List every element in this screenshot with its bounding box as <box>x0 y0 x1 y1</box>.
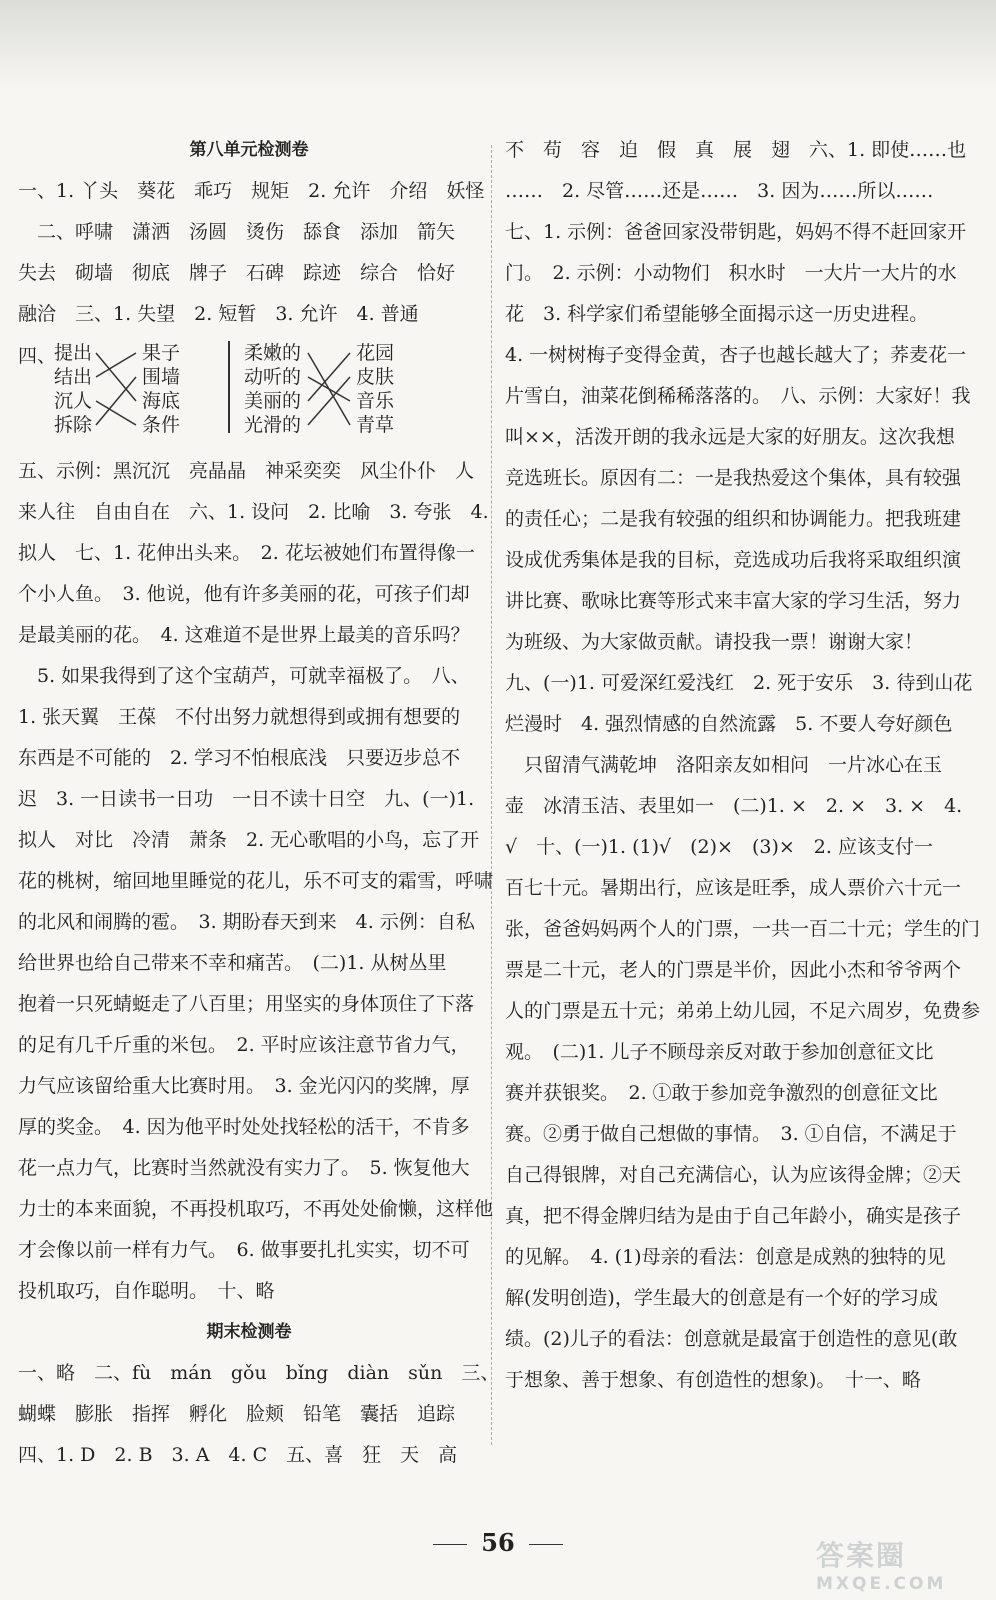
match-word: 花园 <box>356 342 395 364</box>
text-line: 壶 冰清玉洁、表里如一 (二)1. × 2. × 3. × 4. <box>505 795 963 817</box>
text-line: 的北风和闹腾的雹。 3. 期盼春天到来 4. 示例：自私 <box>18 911 475 933</box>
text-line: 才会像以前一样有力气。 6. 做事要扎扎实实，切不可 <box>18 1239 470 1261</box>
text-line: 赛。②勇于做自己想做的事情。 3. ①自信，不满足于 <box>505 1123 957 1145</box>
watermark-logo <box>816 1534 976 1596</box>
text-line: 失去 砌墙 彻底 牌子 石碑 踪迹 综合 恰好 <box>18 262 456 284</box>
text-line: √ 十、(一)1. (1)√ (2)× (3)× 2. 应该支付一 <box>505 836 933 858</box>
text-line: 七、1. 示例：爸爸回家没带钥匙，妈妈不得不赶回家开 <box>505 221 967 243</box>
text-line: 力士的本来面貌，不再投机取巧，不再处处偷懒，这样他 <box>18 1198 494 1220</box>
text-line: 投机取巧，自作聪明。 十、略 <box>18 1280 275 1302</box>
text-line: 四、1. D 2. B 3. A 4. C 五、喜 狂 天 高 <box>18 1444 458 1466</box>
text-line: 讲比赛、歌咏比赛等形式来丰富大家的学习生活，努力 <box>505 590 962 612</box>
watermark-bottom-text: MXQE.COM <box>816 1574 947 1594</box>
text-line: 门。 2. 示例：小动物们 积水时 一大片一大片的水 <box>505 262 957 284</box>
text-line: 迟 3. 一日读书一日功 一日不读十日空 九、(一)1. <box>18 788 475 810</box>
text-line: 个小人鱼。 3. 他说，他有许多美丽的花，可孩子们却 <box>18 583 470 605</box>
text-line: …… 2. 尽管……还是…… 3. 因为……所以…… <box>505 180 934 202</box>
text-line: 人的门票是五十元；弟弟上幼儿园，不足六周岁，免费参 <box>505 1000 981 1022</box>
text-line: 于想象、善于想象、有创造性的想象)。 十一、略 <box>505 1369 921 1391</box>
text-line: 东西是不可能的 2. 学习不怕根底浅 只要迈步总不 <box>18 747 461 769</box>
text-line: 花 3. 科学家们希望能够全面揭示这一历史进程。 <box>505 303 929 325</box>
match-line <box>96 401 136 425</box>
footer-dash <box>529 1544 563 1545</box>
text-line: 绩。(2)儿子的看法：创意就是最富于创造性的意见(敢 <box>505 1328 958 1350</box>
text-line: 真，把不得金牌归结为是由于自己年龄小，确实是孩子 <box>505 1205 962 1227</box>
match-word: 拆除 <box>54 414 93 436</box>
match-word: 结出 <box>54 366 93 388</box>
text-line: 设成优秀集体是我的目标，竞选成功后我将采取组织演 <box>505 549 962 571</box>
unit8-title: 第八单元检测卷 <box>189 140 309 160</box>
unit8-answers-a <box>18 171 485 335</box>
match-word: 沉人 <box>54 390 93 412</box>
match-word: 果子 <box>142 342 181 364</box>
match-line <box>308 353 350 401</box>
text-line: 抱着一只死蜻蜓走了八百里；用坚实的身体顶住了下落 <box>18 993 475 1015</box>
matching-label: 四、 <box>18 345 57 367</box>
text-line: 蝴蝶 膨胀 指挥 孵化 脸颊 铅笔 囊括 追踪 <box>18 1403 456 1425</box>
match-word: 海底 <box>142 390 181 412</box>
text-line: 的足有几千斤重的米包。 2. 平时应该注意节省力气， <box>18 1034 470 1056</box>
text-line: 5. 如果我得到了这个宝葫芦，可就幸福极了。 八、 <box>18 665 470 687</box>
match-word: 美丽的 <box>244 390 302 412</box>
text-line: 五、示例：黑沉沉 亮晶晶 神采奕奕 风尘仆仆 人 <box>18 460 475 482</box>
match-line <box>96 377 136 425</box>
column-divider <box>491 145 493 1445</box>
match-word: 青草 <box>356 414 395 436</box>
text-line: 1. 张天翼 王葆 不付出努力就想得到或拥有想要的 <box>18 706 461 728</box>
unit8-answers-b <box>18 451 494 1312</box>
text-line: 拟人 七、1. 花伸出头来。 2. 花坛被她们布置得像一 <box>18 542 475 564</box>
text-line: 是最美丽的花。 4. 这难道不是世界上最美的音乐吗？ <box>18 624 470 646</box>
text-line: 张，爸爸妈妈两个人的门票，一共一百二十元；学生的门 <box>505 918 981 940</box>
text-line: 叫××，活泼开朗的我永远是大家的好朋友。这次我想 <box>505 426 955 448</box>
text-line: 来人往 自由自在 六、1. 设问 2. 比喻 3. 夸张 4. <box>18 501 489 523</box>
text-line: 力气应该留给重大比赛时用。 3. 金光闪闪的奖牌，厚 <box>18 1075 470 1097</box>
text-line: 票是二十元，老人的门票是半价，因此小杰和爷爷两个 <box>505 959 962 981</box>
page-number: 56 <box>481 1528 515 1557</box>
text-line: 的责任心；二是我有较强的组织和协调能力。把我班建 <box>505 508 962 530</box>
match-line <box>308 377 350 401</box>
match-line <box>308 377 350 425</box>
page-top-shade <box>0 0 996 90</box>
matching-exercise <box>18 337 480 447</box>
text-line: 为班级、为大家做贡献。请投我一票！谢谢大家！ <box>505 631 924 653</box>
match-word: 条件 <box>142 414 181 436</box>
text-line: 花的桃树，缩回地里睡觉的花儿，乐不可支的霜雪，呼啸 <box>18 870 494 892</box>
text-line: 融洽 三、1. 失望 2. 短暂 3. 允许 4. 普通 <box>18 303 419 325</box>
match-word: 光滑的 <box>244 414 302 436</box>
match-word: 提出 <box>54 342 93 364</box>
match-line <box>96 353 136 401</box>
text-line: 自己得银牌，对自己充满信心，认为应该得金牌；②天 <box>505 1164 962 1186</box>
text-line: 拟人 对比 冷清 萧条 2. 无心歌唱的小鸟，忘了开 <box>18 829 480 851</box>
text-line: 赛并获银奖。 2. ①敢于参加竞争激烈的创意征文比 <box>505 1082 938 1104</box>
match-line <box>96 353 136 377</box>
match-word: 音乐 <box>356 390 395 412</box>
text-line: 九、(一)1. 可爱深红爱浅红 2. 死于安乐 3. 待到山花 <box>505 672 973 694</box>
text-line: 百七十元。暑期出行，应该是旺季，成人票价六十元一 <box>505 877 962 899</box>
right-column <box>505 130 981 1401</box>
text-line: 花一点力气，比赛时当然就没有实力了。 5. 恢复他大 <box>18 1157 470 1179</box>
footer-dash <box>433 1544 467 1545</box>
match-word: 围墙 <box>142 366 181 388</box>
text-line: 不 苟 容 迫 假 真 展 翅 六、1. 即使……也 <box>505 139 967 161</box>
final-exam-answers <box>18 1353 500 1476</box>
text-line: 只留清气满乾坤 洛阳亲友如相问 一片冰心在玉 <box>505 754 943 776</box>
text-line: 解(发明创造)，学生最大的创意是有一个好的学习成 <box>505 1287 938 1309</box>
text-line: 观。 (二)1. 儿子不顾母亲反对敢于参加创意征文比 <box>505 1041 934 1063</box>
text-line: 一、略 二、fù mán gǒu bǐng diàn sǔn 三、 <box>18 1362 500 1384</box>
text-line: 二、呼啸 潇洒 汤圆 烫伤 舔食 添加 箭矢 <box>18 221 456 243</box>
text-line: 一、1. 丫头 葵花 乖巧 规矩 2. 允许 介绍 妖怪 <box>18 180 485 202</box>
text-line: 烂漫时 4. 强烈情感的自然流露 5. 不要人夸好颜色 <box>505 713 953 735</box>
left-column <box>18 130 500 1476</box>
text-line: 给世界也给自己带来不幸和痛苦。 (二)1. 从树丛里 <box>18 952 447 974</box>
match-word: 动听的 <box>244 366 302 388</box>
text-line: 的见解。 4. (1)母亲的看法：创意是成熟的独特的见 <box>505 1246 946 1268</box>
text-line: 竞选班长。原因有二：一是我热爱这个集体，具有较强 <box>505 467 962 489</box>
text-line: 4. 一树树梅子变得金黄，杏子也越长越大了；荞麦花一 <box>505 344 967 366</box>
text-line: 片雪白，油菜花倒稀稀落落的。 八、示例：大家好！我 <box>505 385 971 407</box>
matching-separator <box>228 341 230 433</box>
watermark-top-text: 答案圈 <box>816 1539 907 1572</box>
match-word: 皮肤 <box>356 366 395 388</box>
final-exam-title: 期末检测卷 <box>206 1322 292 1342</box>
match-word: 柔嫩的 <box>244 342 302 364</box>
text-line: 厚的奖金。 4. 因为他平时处处找轻松的活干，不肯多 <box>18 1116 470 1138</box>
